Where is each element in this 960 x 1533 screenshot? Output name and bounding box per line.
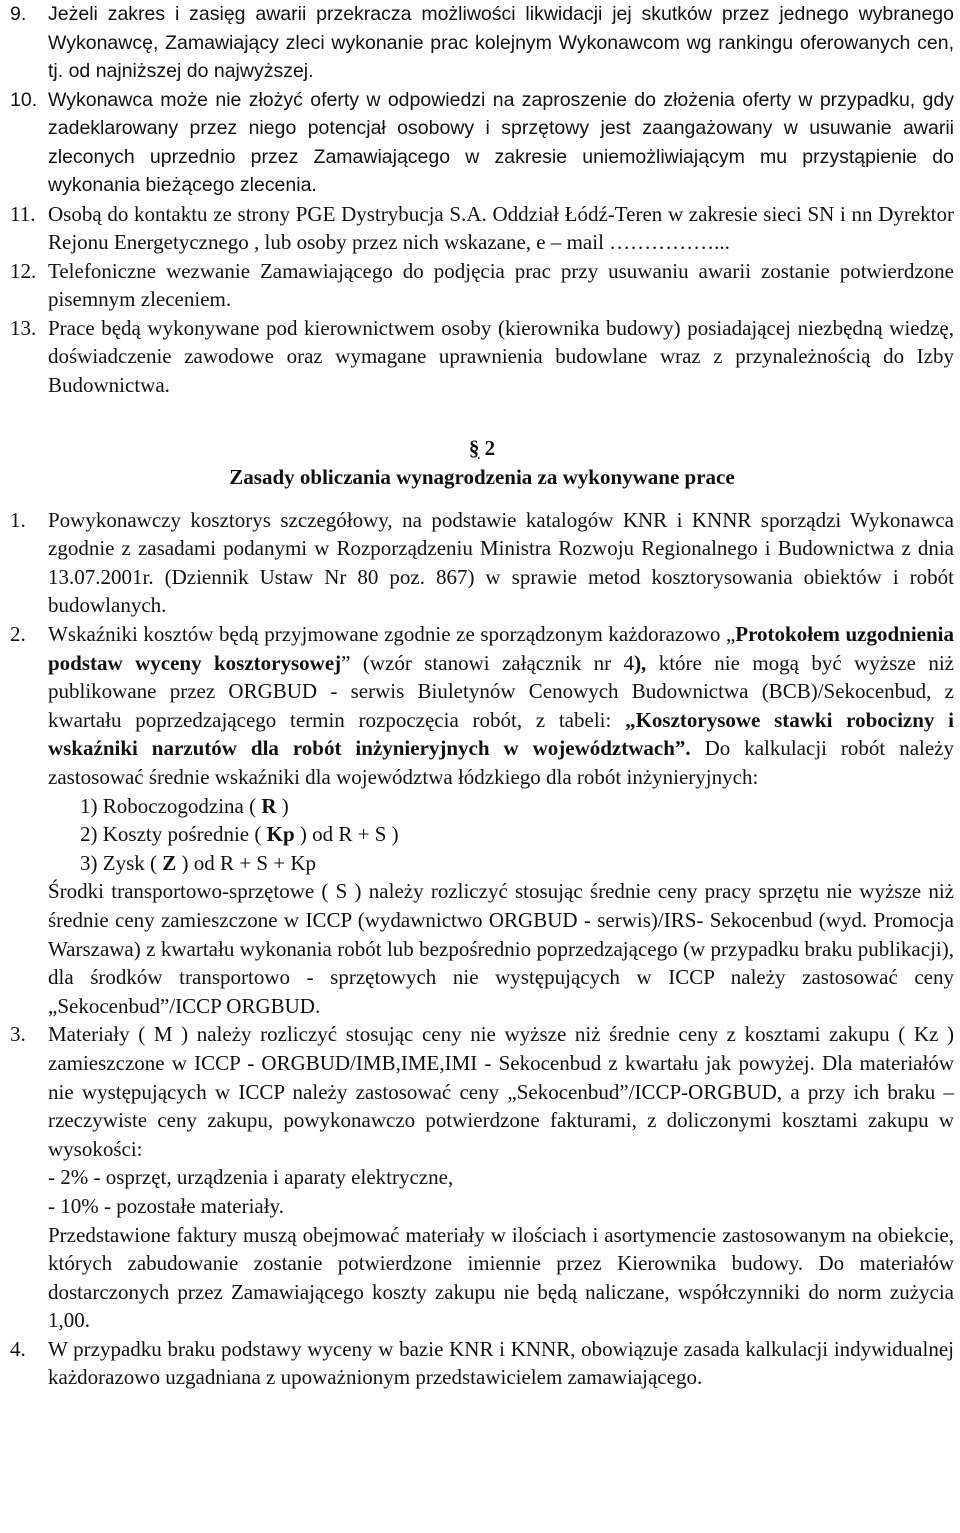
- item-number: 10.: [10, 88, 38, 111]
- item-number: 1.: [10, 507, 26, 532]
- item-text-part: Wskaźniki kosztów będą przyjmowane zgodnie ze sporządzonym każdorazowo „: [48, 622, 736, 647]
- item-text-part: Do kalkulacji robót należy zastosować średnie wskaźniki dla województwa łódzkiego dla robót inżynieryjnych:: [48, 736, 954, 789]
- cost-list-item: 1) Roboczogodzina ( R ): [80, 793, 289, 818]
- list-item-11: [10, 200, 954, 257]
- cost-list-item: 3) Zysk ( Z ) od R + S + Kp: [80, 850, 317, 875]
- item-text: Wykonawca może nie złożyć oferty w odpowiedzi na zaproszenie do złożenia oferty w przypadku, gdy zadeklarowany przez niego potencjał osobowy i sprzętowy jest zaangażowany w usuwanie awarii zleconych uprzednio przez Zamawiającego w zakresie uniemożliwiającym mu przystąpienie do wykonania bieżącego zlecenia.: [48, 88, 954, 196]
- section-title: Zasady obliczania wynagrodzenia za wykonywane prace: [229, 464, 735, 489]
- spacer: [10, 400, 954, 434]
- item-text: Powykonawczy kosztorys szczegółowy, na podstawie katalogów KNR i KNNR sporządzi Wykonawca zgodnie z zasadami podanymi w Rozporządzeniu Ministra Rozwoju Regionalnego i Budownictwa z dnia 13.07.2001r. (Dziennik Ustaw Nr 80 poz. 867) w sprawie metod kosztorysowania obiektów i robót budowlanych.: [48, 507, 954, 618]
- list-item-9: [10, 0, 954, 86]
- item-text-part: które nie mogą być wyższe niż publikowane przez ORGBUD - serwis Biuletynów Cenowych Budownictwa (BCB)/Sekocenbud, z kwartału poprzedzającego termin rozpoczęcia robót, z tabeli:: [48, 650, 954, 732]
- item-number: 2.: [10, 622, 26, 647]
- list-item-10: [10, 86, 954, 200]
- item-text: Jeżeli zakres i zasięg awarii przekracza możliwości likwidacji jej skutków przez jednego wybranego Wykonawcę, Zamawiający zleci wykonanie prac kolejnym Wykonawcom wg rankingu oferowanych cen, tj. od najniższej do najwyższej.: [48, 3, 954, 82]
- markup-item: - 2% - osprzęt, urządzenia i aparaty elektryczne,: [48, 1165, 454, 1190]
- item-paragraph: Środki transportowo-sprzętowe ( S ) należy rozliczyć stosując średnie ceny pracy sprzętu nie wyższe niż średnie ceny zamieszczone w ICCP (wydawnictwo ORGBUD - serwis)/IRS- Sekocenbud (wyd. Promocja Warszawa) z kwartału wykonania robót lub bezpośrednio poprzedzającego (w przypadku braku publikacji), dla środków transportowo - sprzętowych nie występujących w ICCP należy zastosować ceny „Sekocenbud”/ICCP ORGBUD.: [48, 879, 954, 1018]
- rule-item-3: [10, 1020, 954, 1335]
- list-item-13: [10, 314, 954, 400]
- item-paragraph: Przedstawione faktury muszą obejmować materiały w ilościach i asortymencie zastosowanym na obiekcie, których zabudowanie zostanie potwierdzone imiennie przez Kierownika budowy. Do materiałów dostarczonych przez Zamawiającego koszty zakupu nie będą naliczane, współczynniki do norm zużycia 1,00.: [48, 1222, 954, 1333]
- item-number: 9.: [10, 3, 27, 25]
- item-number: 11.: [10, 201, 36, 226]
- markup-item: - 10% - pozostałe materiały.: [48, 1193, 284, 1218]
- spacer: [10, 492, 954, 506]
- item-number: 12.: [10, 258, 37, 283]
- item-text: Prace będą wykonywane pod kierownictwem osoby (kierownika budowy) posiadającej niezbędną wiedzę, doświadczenie zawodowe oraz wymagane uprawnienia budowlane wraz z przynależnością do Izby Budownictwa.: [48, 315, 954, 398]
- rule-item-4: [10, 1335, 954, 1392]
- item-text: Materiały ( M ) należy rozliczyć stosując ceny nie wyższe niż średnie ceny z kosztami zakupu ( Kz ) zamieszczone w ICCP - ORGBUD/IMB,IME,IMI - Sekocenbud z kwartału jak powyżej. Dla materiałów nie występujących w ICCP należy zastosować ceny „Sekocenbud”/ICCP-ORGBUD, a przy ich braku – rzeczywiste ceny zakupu, powykonawczo potwierdzone fakturami, z doliczonymi kosztami zakupu w wysokości:: [48, 1022, 954, 1161]
- item-text: Telefoniczne wezwanie Zamawiającego do podjęcia prac przy usuwaniu awarii zostanie potwierdzone pisemnym zleceniem.: [48, 258, 954, 312]
- item-number: 4.: [10, 1336, 26, 1361]
- list-item-12: [10, 257, 954, 314]
- section-number: § 2: [468, 435, 496, 460]
- rule-item-1: [10, 506, 954, 620]
- section-heading: [10, 434, 954, 492]
- table-name: „Kosztorysowe stawki robocizny i wskaźniki narzutów dla robót inżynieryjnych w województwach”.: [48, 707, 954, 761]
- protocol-name: Protokołem uzgodnienia podstaw wyceny kosztorysowej: [48, 622, 954, 675]
- item-number: 13.: [10, 315, 37, 340]
- rule-item-2: [10, 620, 954, 1020]
- cost-list: [48, 792, 954, 878]
- item-text-bold: ),: [634, 650, 647, 675]
- item-number: 3.: [10, 1022, 26, 1047]
- item-text-part: ” (wzór stanowi załącznik nr 4: [341, 650, 635, 675]
- item-text: W przypadku braku podstawy wyceny w bazie KNR i KNNR, obowiązuje zasada kalkulacji indywidualnej każdorazowo uzgadniana z upoważnionym przedstawicielem zamawiającego.: [48, 1336, 954, 1390]
- cost-list-item: 2) Koszty pośrednie ( Kp ) od R + S ): [80, 822, 399, 847]
- item-text: Osobą do kontaktu ze strony PGE Dystrybucja S.A. Oddział Łódź-Teren w zakresie sieci SN i nn Dyrektor Rejonu Energetycznego , lub osoby przez nich wskazane, e – mail ……………...: [48, 201, 954, 255]
